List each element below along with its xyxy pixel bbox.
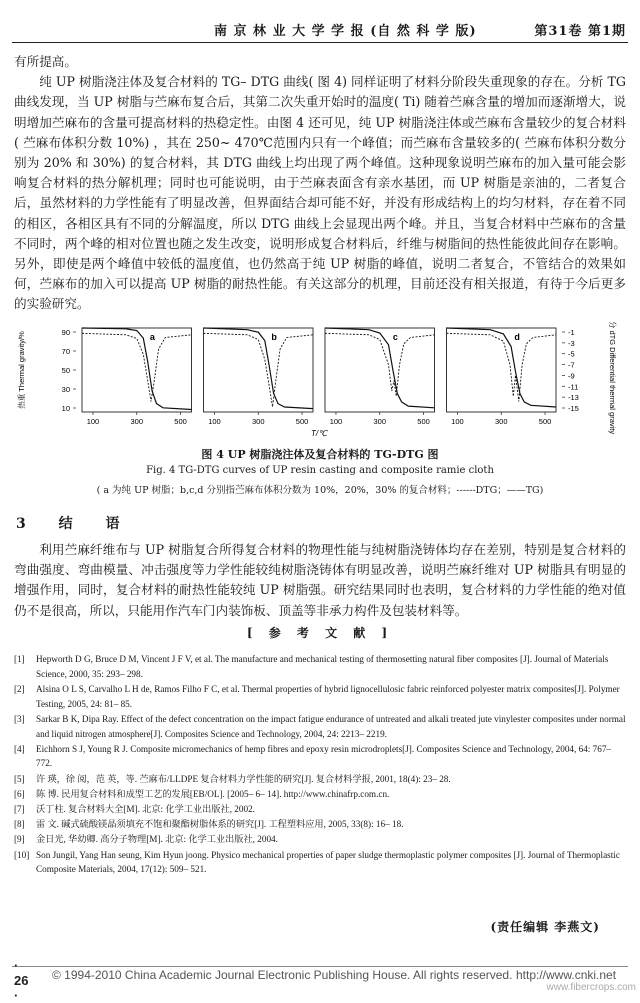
paragraph: 纯 UP 树脂浇注体及复合材料的 TG– DTG 曲线( 图 4) 同样证明了材料分阶段失重现象的存在。分析 TG 曲线发现，当 UP 树脂与苎麻布复合后，其第二次失重开始时的温度( Ti) 随着苎麻含量的增加而逐渐增大，说明增加苎麻布的含量可提高材料的热稳定性。由图 4 还可见，纯 UP 树脂浇注体或苎麻布含量较少的复合材料( 苎麻布体积分数 10%) ，其在 250~ 470℃范围内只有一个峰值；而苎麻布含量较多的( 苎麻布体积分数分别为 20% 和 30%) 的复合材料，其 DTG 曲线上均出现了两个峰值。这种现象说明苎麻布的加入量可能会影响复合材料的热分解机理；同时也可能说明，由于苎麻表面含有亲水基团，而 UP 树脂是亲油的，二者复合后，虽然材料的力学性能有了明显改善，但界面结合却可能不好，并没有形成结构上的均匀材料，存在着不同的相区，各相区具有不同的分解温度，所以 DTG 曲线上会显现出两个峰。并且，当复合材料中苎麻布的含量不同时，两个峰的相对位置也随之发生改变，说明形成复合材料后，纤维与树脂间的热性能彼此间存在影响。另外，即使是两个峰值中较低的温度值，也仍然高于纯 UP 树脂的峰值，说明二者复合，不管结合的效果如何，苎麻布的加入可以提高 UP 树脂的耐热性能。有关这部分的机理，目前还没有相关报道，有待于今后更多的实验研究。	[14, 74, 626, 312]
publisher-link[interactable]: http://www.cnki.net	[516, 968, 617, 982]
body-text-top	[14, 52, 626, 315]
x-tick-label: 300	[373, 417, 387, 426]
panel-frame	[82, 328, 192, 412]
volume-issue: 第31卷 第1期	[534, 24, 626, 39]
panel-label: d	[514, 332, 520, 342]
reference-item: [7] 沃丁柱. 复合材料大全[M]. 北京: 化学工业出版社, 2002.	[14, 804, 255, 815]
y-axis-title-right: 微熱分 dTG Differential thermal gravity	[608, 322, 617, 435]
x-tick-label: 500	[295, 417, 309, 426]
reference-item: [9] 金日光, 华幼卿. 高分子物理[M]. 北京: 化学工业出版社, 2004.	[14, 834, 278, 845]
y2-tick-label: -9	[568, 371, 575, 381]
journal-title: 南 京 林 业 大 学 学 报 (自 然 科 学 版)	[214, 24, 477, 39]
paragraph: 利用苎麻纤维布与 UP 树脂复合所得复合材料的物理性能与纯树脂浇铸体均存在差别，特别是复合材料的弯曲强度、弯曲模量、冲击强度等力学性能较纯树脂浇铸体有明显改善，说明苎麻纤维对 UP 树脂具有明显的增强作用，同时，复合材料的耐热性能较纯 UP 树脂强。研究结果同时也表明，复合材料的力学性能的绝对值仍不是很高，所以，只能用作汽车门内装饰板、顶盖等非承力构件及包装材料等。	[14, 542, 626, 618]
reference-item: [10] Son Jungil, Yang Han seung, Kim Hyun joong. Physico mechanical properties of paper sludge thermoplastic polymer composites [J]. Journal of Thermoplastic Composite Materials, 2004, 17(12): 509– 521.	[14, 849, 620, 875]
references-list	[14, 652, 626, 878]
x-tick-label: 500	[538, 417, 552, 426]
panel-label: b	[271, 332, 277, 342]
x-tick-label: 100	[86, 417, 100, 426]
running-header	[14, 18, 626, 38]
dtg-curve	[204, 333, 314, 407]
y-tick-label: 50	[61, 366, 70, 375]
paragraph: 有所提高。	[14, 54, 77, 69]
responsible-editor: (责任编辑 李燕文)	[490, 920, 600, 934]
y-axis-title-left: 热重 Thermal gravity/%	[17, 331, 26, 409]
reference-item: [1] Hepworth D G, Bruce D M, Vincent J F V, et al. The manufacture and mechanical testing of thermosetting natural fiber composites [J]. Journal of Materials Science, 2000, 35: 293– 298.	[14, 654, 609, 679]
page-number: · 26 ·	[14, 958, 29, 1003]
footer-rule	[12, 966, 628, 967]
y2-tick-label: -15	[568, 404, 579, 413]
section-heading: 3 结 语	[16, 516, 134, 532]
y2-tick-label: -13	[568, 393, 579, 403]
panel-label: c	[392, 332, 398, 342]
reference-item: [2] Alsina O L S, Carvalho L H de, Ramos Filho F C, et al. Thermal properties of hybrid lignocellulosic fabric reinforced polyester matrix composites[J]. Polymer Testing, 2005, 24: 81– 85.	[14, 683, 620, 709]
y2-tick-label: -1	[568, 328, 575, 337]
dtg-curve	[447, 333, 557, 401]
x-tick-label: 100	[329, 417, 343, 426]
watermark: www.fibercrops.com	[546, 982, 636, 993]
tg-curve	[82, 328, 192, 410]
reference-item: [4] Eichhorn S J, Young R J. Composite micromechanics of hemp fibres and epoxy resin microdroplets[J]. Composites Science and Technology, 2004, 64: 767– 772.	[14, 743, 612, 769]
x-tick-label: 300	[130, 417, 144, 426]
figure-4	[14, 322, 626, 440]
copyright-notice: © 1994-2010 China Academic Journal Electronic Publishing House. All rights reserved.	[52, 968, 513, 982]
figure-caption-note: ( a 为纯 UP 树脂；b,c,d 分别指苎麻布体积分数为 10%，20%，30% 的复合材料；------DTG；——TG)	[96, 485, 544, 496]
reference-item: [3] Sarkar B K, Dipa Ray. Effect of the defect concentration on the impact fatigue endurance of untreated and alkali treated jute vinylester composites under normal and liquid nitrogen atmosphere[J]. Composites Science and Technology, 2004, 24: 2213– 2219.	[14, 713, 626, 739]
references-heading: [ 参 考 文 献 ]	[246, 626, 394, 640]
y2-tick-label: -7	[568, 360, 575, 370]
x-tick-label: 100	[451, 417, 464, 426]
conclusion-text	[14, 540, 626, 621]
x-tick-label: 300	[494, 417, 508, 426]
y-tick-label: 90	[61, 328, 70, 337]
y-tick-label: 10	[61, 404, 70, 413]
header-rule	[12, 42, 628, 43]
dtg-curve	[82, 333, 192, 401]
reference-item: [6] 陈 博. 民用复合材料和成型工艺的发展[EB/OL]. [2005– 6– 14]. http://www.chinafrp.com.cn.	[14, 788, 390, 799]
x-axis-title: T/℃	[310, 429, 328, 438]
y-tick-label: 70	[61, 347, 70, 356]
figure-caption-cn: 图 4 UP 树脂浇注体及复合材料的 TG-DTG 图	[201, 448, 439, 461]
x-tick-label: 100	[208, 417, 221, 426]
panel-label: a	[149, 332, 155, 342]
y2-tick-label: -11	[568, 382, 579, 392]
x-tick-label: 300	[251, 417, 265, 426]
figure-caption-en: Fig. 4 TG-DTG curves of UP resin casting and composite ramie cloth	[146, 465, 494, 476]
reference-item: [8] 雷 文. 碱式硫酸镁晶须填充不饱和聚酯树脂体系的研究[J]. 工程塑料应用, 2005, 33(8): 16– 18.	[14, 819, 404, 830]
y2-tick-label: -5	[568, 349, 575, 359]
x-tick-label: 500	[174, 417, 187, 426]
tg-dtg-chart	[14, 322, 626, 440]
dtg-curve	[325, 333, 435, 396]
y2-tick-label: -3	[568, 338, 575, 348]
tg-curve	[447, 328, 557, 407]
y-tick-label: 30	[61, 385, 70, 394]
x-tick-label: 500	[417, 417, 430, 426]
reference-item: [5] 许 瑛，徐 阅，范 英，等. 苎麻布/LLDPE 复合材料力学性能的研究[J]. 复合材料学报, 2001, 18(4): 23– 28.	[14, 773, 451, 784]
panel-frame	[447, 328, 557, 412]
